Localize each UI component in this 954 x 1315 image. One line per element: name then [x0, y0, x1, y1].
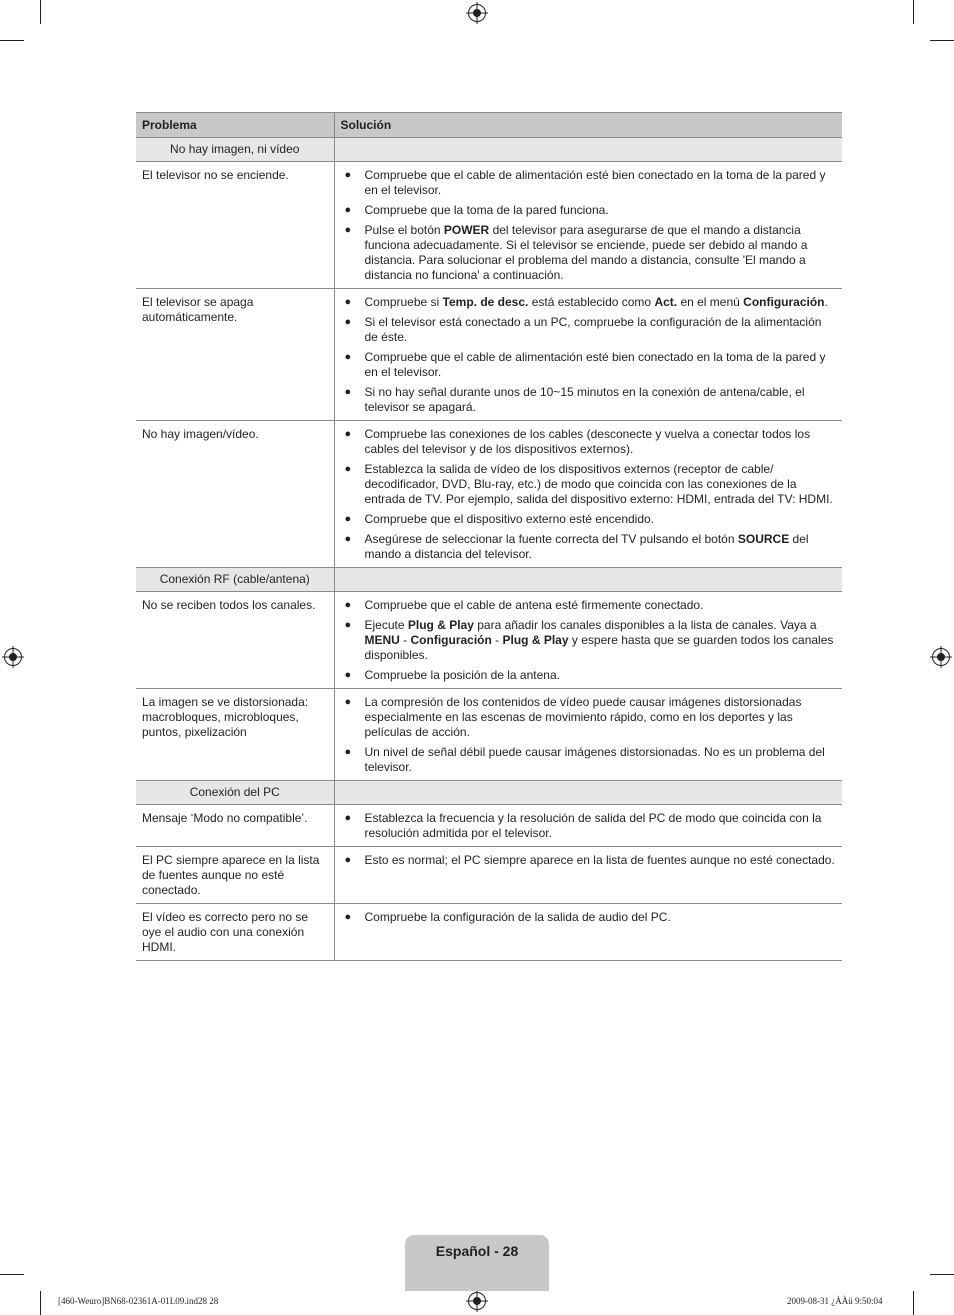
bullet-icon: ● [344, 428, 352, 440]
bold-term: Plug & Play [407, 618, 474, 632]
bullet-icon: ● [344, 619, 352, 631]
list-item [341, 223, 837, 283]
section-empty-cell [334, 781, 842, 805]
solution-list [341, 811, 837, 841]
list-item [341, 745, 837, 775]
solution-text: del televisor para asegurarse de que el mando a distancia funciona adecuadamente. Si el televisor se enciende, puede ser debido al mando a distancia. Para solucionar el problema del mando a distancia, consulte 'El mando a distancia no funciona' a continuación. [364, 223, 808, 282]
table-row [136, 421, 842, 568]
page-number-tab [405, 1235, 549, 1291]
list-item [341, 295, 837, 310]
section-empty-cell [334, 138, 842, 162]
section-row [136, 568, 842, 592]
bullet-icon: ● [344, 669, 352, 681]
bullet-icon: ● [344, 463, 352, 475]
crop-mark-bottom-left-h [0, 1274, 24, 1275]
problem-cell: El vídeo es correcto pero no se oye el audio con una conexión HDMI. [136, 904, 334, 961]
solution-text: Pulse el botón [364, 223, 444, 237]
bold-term: MENU [364, 633, 400, 647]
bold-term: Configuración [743, 295, 825, 309]
solution-text: La compresión de los contenidos de vídeo puede causar imágenes distorsionadas especialmente en las escenas de movimiento rápido, como en los deportes y las películas de acción. [364, 695, 802, 739]
bullet-icon: ● [344, 911, 352, 923]
solution-text: - [399, 633, 411, 647]
solution-list [341, 168, 837, 283]
solution-text: Si el televisor está conectado a un PC, compruebe la configuración de la alimentación de éste. [364, 315, 822, 344]
solution-cell [334, 805, 842, 847]
list-item [341, 668, 837, 683]
registration-mark-icon [468, 4, 486, 22]
table-header-row [136, 113, 842, 138]
bullet-icon: ● [344, 513, 352, 525]
problem-cell: El televisor se apaga automáticamente. [136, 289, 334, 421]
solution-list [341, 295, 837, 415]
solution-list [341, 598, 837, 683]
table-row [136, 805, 842, 847]
solution-text: Establezca la salida de vídeo de los dispositivos externos (receptor de cable/ decodificador, DVD, Blu-ray, etc.) de modo que coincida con las conexiones de la entrada de TV. Por ejemplo, salida del dispositivo externo: HDMI, entrada del TV: HDMI. [364, 462, 833, 506]
list-item [341, 427, 837, 457]
solution-cell [334, 289, 842, 421]
section-row [136, 138, 842, 162]
bullet-icon: ● [344, 224, 352, 236]
section-row [136, 781, 842, 805]
solution-text: Esto es normal; el PC siempre aparece en la lista de fuentes aunque no esté conectado. [364, 853, 835, 867]
solution-text: Compruebe que el dispositivo externo esté encendido. [364, 512, 655, 526]
list-item [341, 385, 837, 415]
bold-term: Configuración [410, 633, 492, 647]
list-item [341, 168, 837, 198]
solution-text: para añadir los canales disponibles a la lista de canales. Vaya a [473, 618, 817, 632]
bullet-icon: ● [344, 296, 352, 308]
table-row [136, 689, 842, 781]
table-row [136, 289, 842, 421]
problem-cell: El televisor no se enciende. [136, 162, 334, 289]
solution-text: Compruebe que el cable de alimentación esté bien conectado en la toma de la pared y en el televisor. [364, 168, 826, 197]
section-title: No hay imagen, ni vídeo [136, 138, 334, 162]
list-item [341, 203, 837, 218]
bullet-icon: ● [344, 812, 352, 824]
registration-mark-icon [932, 648, 950, 666]
solution-cell [334, 689, 842, 781]
crop-mark-top-right-v [913, 0, 914, 24]
problem-cell: La imagen se ve distorsionada: macrobloques, microbloques, puntos, pixelización [136, 689, 334, 781]
solution-text: Compruebe que la toma de la pared funciona. [364, 203, 609, 217]
solution-text: Compruebe la configuración de la salida de audio del PC. [364, 910, 671, 924]
section-empty-cell [334, 568, 842, 592]
list-item [341, 350, 837, 380]
header-problem: Problema [136, 113, 334, 138]
solution-cell [334, 162, 842, 289]
solution-text: Compruebe que el cable de alimentación esté bien conectado en la toma de la pared y en el televisor. [364, 350, 826, 379]
crop-mark-bottom-right-v [913, 1291, 914, 1315]
solution-cell [334, 847, 842, 904]
section-title: Conexión del PC [136, 781, 334, 805]
solution-list [341, 427, 837, 562]
solution-text: Compruebe que el cable de antena esté firmemente conectado. [364, 598, 704, 612]
section-title: Conexión RF (cable/antena) [136, 568, 334, 592]
table-row [136, 847, 842, 904]
crop-mark-bottom-left-v [40, 1291, 41, 1315]
solution-list [341, 695, 837, 775]
bullet-icon: ● [344, 746, 352, 758]
bullet-icon: ● [344, 316, 352, 328]
bold-term: Act. [654, 295, 678, 309]
list-item [341, 695, 837, 740]
footer-file-info: [460-Weuro]BN68-02361A-01L09.ind28 28 [58, 1296, 219, 1306]
solution-list [341, 853, 837, 868]
problem-cell: No se reciben todos los canales. [136, 592, 334, 689]
bold-term: Temp. de desc. [442, 295, 529, 309]
list-item [341, 512, 837, 527]
solution-text: y espere hasta que se guarden todos los canales disponibles. [364, 633, 834, 662]
bullet-icon: ● [344, 351, 352, 363]
list-item [341, 910, 837, 925]
solution-text: Si no hay señal durante unos de 10~15 minutos en la conexión de antena/cable, el televisor se apagará. [364, 385, 805, 414]
bullet-icon: ● [344, 533, 352, 545]
list-item [341, 462, 837, 507]
bold-term: Plug & Play [502, 633, 569, 647]
list-item [341, 618, 837, 663]
registration-mark-icon [468, 1292, 486, 1310]
solution-text: está establecido como [528, 295, 655, 309]
solution-text: Compruebe la posición de la antena. [364, 668, 560, 682]
solution-text: en el menú [677, 295, 744, 309]
bullet-icon: ● [344, 204, 352, 216]
solution-list [341, 910, 837, 925]
solution-text: Ejecute [364, 618, 408, 632]
crop-mark-top-left-v [40, 0, 41, 24]
problem-cell: No hay imagen/vídeo. [136, 421, 334, 568]
table-row [136, 904, 842, 961]
solution-text: Compruebe si [364, 295, 443, 309]
solution-text: Asegúrese de seleccionar la fuente correcta del TV pulsando el botón [364, 532, 738, 546]
page-label: Español - 28 [435, 1243, 519, 1259]
bullet-icon: ● [344, 854, 352, 866]
list-item [341, 532, 837, 562]
crop-mark-top-left-h [0, 40, 24, 41]
table-body [136, 138, 842, 961]
bold-term: POWER [443, 223, 490, 237]
list-item [341, 853, 837, 868]
solution-text: Compruebe las conexiones de los cables (desconecte y vuelva a conectar todos los cables del televisor y de los dispositivos externos). [364, 427, 811, 456]
solution-text: - [491, 633, 503, 647]
solution-text: del mando a distancia del televisor. [364, 532, 809, 561]
crop-mark-bottom-right-h [930, 1274, 954, 1275]
bullet-icon: ● [344, 169, 352, 181]
crop-mark-top-right-h [930, 40, 954, 41]
list-item [341, 315, 837, 345]
header-solution: Solución [334, 113, 842, 138]
registration-mark-icon [4, 648, 22, 666]
problem-cell: El PC siempre aparece en la lista de fuentes aunque no esté conectado. [136, 847, 334, 904]
table-row [136, 162, 842, 289]
solution-cell [334, 421, 842, 568]
table-row [136, 592, 842, 689]
bullet-icon: ● [344, 599, 352, 611]
troubleshooting-table [136, 112, 842, 961]
solution-text: Establezca la frecuencia y la resolución de salida del PC de modo que coincida con la resolución admitida por el televisor. [364, 811, 822, 840]
footer-timestamp: 2009-08-31 ¿ÀÀü 9:50:04 [787, 1296, 883, 1306]
bullet-icon: ● [344, 696, 352, 708]
list-item [341, 598, 837, 613]
solution-cell [334, 904, 842, 961]
solution-cell [334, 592, 842, 689]
list-item [341, 811, 837, 841]
problem-cell: Mensaje ‘Modo no compatible’. [136, 805, 334, 847]
solution-text: . [824, 295, 828, 309]
bold-term: SOURCE [737, 532, 790, 546]
bullet-icon: ● [344, 386, 352, 398]
solution-text: Un nivel de señal débil puede causar imágenes distorsionadas. No es un problema del televisor. [364, 745, 825, 774]
